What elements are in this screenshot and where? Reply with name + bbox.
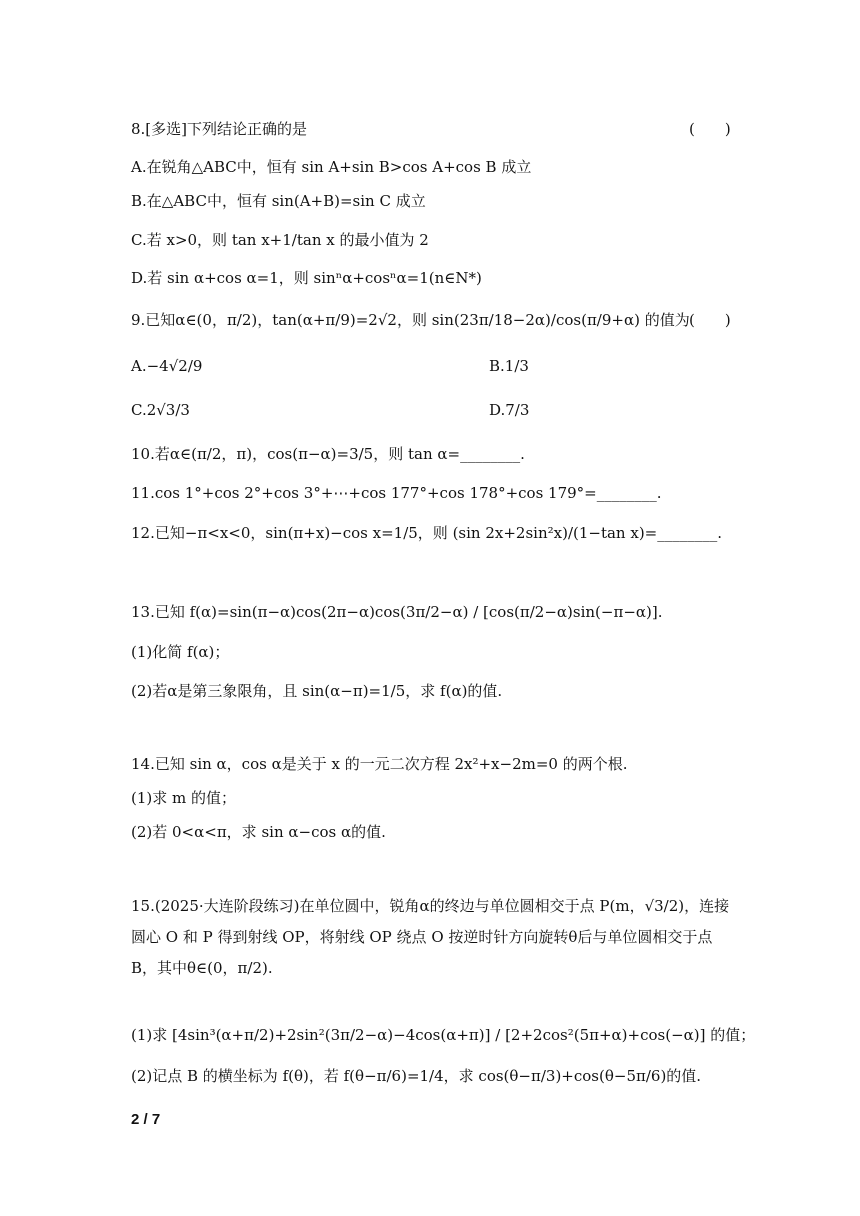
q12: 12.已知−π<x<0，sin(π+x)−cos x=1/5，则 (sin 2x+2sin²x)/(1−tan x)=________. — [131, 524, 723, 542]
q9-stem: 9.已知α∈(0，π/2)，tan(α+π/9)=2√2，则 sin(23π/18−2α)/cos(π/9+α) 的值为 — [131, 311, 690, 329]
q8-option-a: A.在锐角△ABC中，恒有 sin A+sin B>cos A+cos B 成立 — [131, 158, 532, 176]
q9-option-a: A.−4√2/9 — [131, 357, 203, 375]
q14-part1: (1)求 m 的值； — [131, 789, 237, 807]
q9-option-b: B.1/3 — [489, 357, 529, 375]
q9-option-d: D.7/3 — [489, 401, 530, 419]
q13-part1: (1)化简 f(α)； — [131, 643, 230, 661]
q10: 10.若α∈(π/2，π)，cos(π−α)=3/5，则 tan α=________. — [131, 445, 525, 463]
q13-stem: 13.已知 f(α)=sin(π−α)cos(2π−α)cos(3π/2−α) / [cos(π/2−α)sin(−π−α)]. — [131, 603, 663, 621]
q14-stem: 14.已知 sin α，cos α是关于 x 的一元二次方程 2x²+x−2m=0 的两个根. — [131, 755, 628, 773]
q9-option-c: C.2√3/3 — [131, 401, 190, 419]
q8-option-b: B.在△ABC中，恒有 sin(A+B)=sin C 成立 — [131, 192, 426, 210]
q15-part1: (1)求 [4sin³(α+π/2)+2sin²(3π/2−α)−4cos(α+π)] / [2+2cos²(5π+α)+cos(−α)] 的值； — [131, 1026, 756, 1044]
q8-answer-paren: ( ) — [689, 120, 731, 138]
page-number: 2 / 7 — [131, 1111, 161, 1128]
q8-stem: 8.[多选]下列结论正确的是 — [131, 120, 308, 138]
q8-option-d: D.若 sin α+cos α=1，则 sinⁿα+cosⁿα=1(n∈N*) — [131, 269, 482, 287]
q9-answer-paren: ( ) — [689, 311, 731, 329]
q11: 11.cos 1°+cos 2°+cos 3°+⋯+cos 177°+cos 178°+cos 179°=________. — [131, 484, 662, 502]
q13-part2: (2)若α是第三象限角，且 sin(α−π)=1/5，求 f(α)的值. — [131, 682, 503, 700]
q14-part2: (2)若 0<α<π，求 sin α−cos α的值. — [131, 823, 386, 841]
q15-stem: 15.(2025·大连阶段练习)在单位圆中，锐角α的终边与单位圆相交于点 P(m，√3/2)，连接圆心 O 和 P 得到射线 OP，将射线 OP 绕点 O 按逆时针方向旋转θ后与单位圆相交于点 B，其中θ∈(0，π/2). — [131, 897, 730, 977]
q15-part2: (2)记点 B 的横坐标为 f(θ)，若 f(θ−π/6)=1/4，求 cos(θ−π/3)+cos(θ−5π/6)的值. — [131, 1067, 702, 1085]
q8-option-c: C.若 x>0，则 tan x+1/tan x 的最小值为 2 — [131, 231, 429, 249]
